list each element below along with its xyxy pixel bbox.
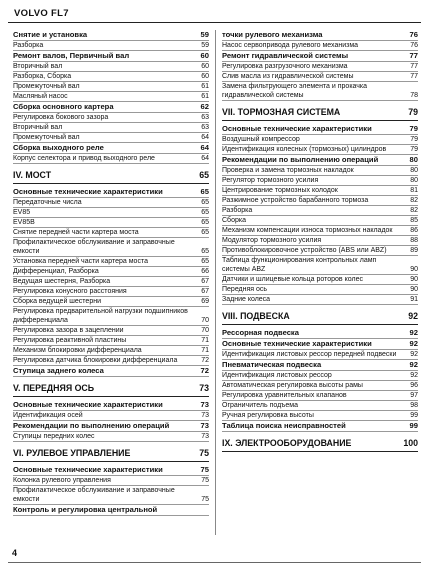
toc-page-number: 62 xyxy=(200,102,209,111)
toc-entry-title: Промежуточный вал xyxy=(13,134,80,141)
toc-entry xyxy=(222,41,418,51)
toc-entry-title: VIII. ПОДВЕСКА xyxy=(222,311,290,321)
toc-entry xyxy=(13,198,209,208)
toc-entry-title: Задние колеса xyxy=(222,296,271,303)
toc-page-number: 92 xyxy=(410,372,418,379)
toc-page-number: 92 xyxy=(409,360,418,369)
toc-entry-title: Сборка xyxy=(222,217,246,224)
toc-entry xyxy=(222,246,418,256)
toc-entry-title: Механизм блокировки дифференциала xyxy=(13,347,142,354)
toc-page-number: 82 xyxy=(410,207,418,214)
toc-section-entry xyxy=(13,30,209,41)
toc-entry xyxy=(222,275,418,285)
toc-entry-title: IV. МОСТ xyxy=(13,170,52,180)
toc-section-entry xyxy=(13,421,209,432)
toc-entry xyxy=(222,295,418,305)
toc-entry-title: Промежуточный вал xyxy=(13,83,80,90)
toc-entry-title: Вторичный вал xyxy=(13,63,63,70)
toc-entry-title: Снятие и установка xyxy=(13,30,88,39)
toc-entry xyxy=(13,432,209,442)
toc-section-entry xyxy=(13,51,209,62)
toc-entry xyxy=(13,154,209,164)
toc-entry xyxy=(222,256,418,275)
toc-entry-title: V. ПЕРЕДНЯЯ ОСЬ xyxy=(13,383,95,393)
toc-page-number: 79 xyxy=(409,124,418,133)
toc-page-number: 60 xyxy=(201,63,209,70)
toc-section-entry xyxy=(13,505,209,516)
toc-section-entry xyxy=(222,360,418,371)
toc-entry-title: Ремонт гидравлической системы xyxy=(222,51,349,60)
toc-entry-title: EV85B xyxy=(13,219,35,226)
toc-entry xyxy=(222,391,418,401)
toc-section-entry xyxy=(13,366,209,377)
toc-entry-title: Дифференциал, Разборка xyxy=(13,268,99,275)
toc-entry-title: Регулировка реактивной пластины xyxy=(13,337,127,344)
toc-left-column xyxy=(13,30,209,516)
toc-section-entry xyxy=(13,143,209,154)
toc-entry-title: Регулировка уравнительных клапанов xyxy=(222,392,347,399)
toc-entry xyxy=(222,206,418,216)
toc-entry xyxy=(13,72,209,82)
toc-entry-title: Регулировка бокового зазора xyxy=(13,114,109,121)
toc-section-entry xyxy=(222,124,418,135)
toc-entry-title: Ступицы передних колес xyxy=(13,433,95,440)
toc-entry xyxy=(222,72,418,82)
toc-page-number: 66 xyxy=(201,268,209,275)
toc-right-column xyxy=(222,30,418,455)
toc-entry-title: Сборка основного картера xyxy=(13,102,114,111)
toc-page-number: 79 xyxy=(410,136,418,143)
toc-page-number: 75 xyxy=(201,477,209,484)
toc-entry-title: Снятие передней части картера моста xyxy=(13,229,139,236)
toc-page-number: 61 xyxy=(201,93,209,100)
toc-page-number: 80 xyxy=(410,177,418,184)
toc-page-number: 73 xyxy=(200,421,209,430)
toc-page-number: 90 xyxy=(410,266,418,273)
toc-page-number: 80 xyxy=(409,155,418,164)
toc-entry-title: Ступица заднего колеса xyxy=(13,366,104,375)
toc-entry-title: Регулировка зазора в зацеплении xyxy=(13,327,124,334)
toc-page-number: 69 xyxy=(201,298,209,305)
toc-page-number: 90 xyxy=(410,276,418,283)
toc-page-number: 86 xyxy=(410,227,418,234)
toc-section-entry xyxy=(13,187,209,198)
toc-page-number: 81 xyxy=(410,187,418,194)
toc-entry-title: Рекомендации по выполнению операций xyxy=(13,421,170,430)
toc-page-number: 92 xyxy=(408,311,418,321)
toc-page-number: 59 xyxy=(201,42,209,49)
toc-page-number: 73 xyxy=(201,433,209,440)
toc-entry-title: Основные технические характеристики xyxy=(13,400,163,409)
toc-page-number: 98 xyxy=(410,402,418,409)
toc-entry xyxy=(13,208,209,218)
toc-entry xyxy=(13,346,209,356)
toc-page-number: 97 xyxy=(410,392,418,399)
toc-entry-title: Ручная регулировка высоты xyxy=(222,412,314,419)
toc-entry-title: Вторичный вал xyxy=(13,124,63,131)
toc-entry-title: Пневматическая подвеска xyxy=(222,360,322,369)
toc-entry-title: Передняя ось xyxy=(222,286,268,293)
toc-chapter-heading xyxy=(222,437,418,452)
toc-entry-title: Таблица поиска неисправностей xyxy=(222,421,346,430)
toc-page-number: 75 xyxy=(199,448,209,458)
toc-entry-title: Регулировка разгрузочного механизма xyxy=(222,63,348,70)
toc-entry-title: Масляный насос xyxy=(13,93,68,100)
toc-entry-title: Насос сервопривода рулевого механизма xyxy=(222,42,359,49)
toc-entry-title: Идентификация осей xyxy=(13,412,83,419)
toc-entry xyxy=(222,62,418,72)
toc-page-number: 77 xyxy=(410,73,418,80)
toc-entry xyxy=(13,267,209,277)
toc-page-number: 91 xyxy=(410,296,418,303)
toc-page-number: 80 xyxy=(410,167,418,174)
toc-page-number: 73 xyxy=(201,412,209,419)
toc-entry xyxy=(222,411,418,421)
toc-section-entry xyxy=(222,339,418,350)
toc-page-number: 85 xyxy=(410,217,418,224)
toc-entry xyxy=(222,350,418,360)
toc-entry-title: Профилактическое обслуживание и заправочные емкости xyxy=(13,239,175,255)
toc-chapter-heading xyxy=(222,310,418,325)
toc-entry-title: Сборка ведущей шестерни xyxy=(13,298,101,305)
toc-page-number: 96 xyxy=(410,382,418,389)
toc-entry xyxy=(13,92,209,102)
toc-chapter-heading xyxy=(13,382,209,397)
toc-entry-title: Ремонт валов, Первичный вал xyxy=(13,51,130,60)
toc-page-number: 77 xyxy=(409,51,418,60)
toc-chapter-heading xyxy=(13,169,209,184)
toc-entry xyxy=(222,216,418,226)
toc-entry xyxy=(222,186,418,196)
toc-entry-title: Корпус селектора и привод выходного реле xyxy=(13,155,155,162)
toc-page-number: 61 xyxy=(201,83,209,90)
toc-entry-title: Передаточные числа xyxy=(13,199,82,206)
toc-entry xyxy=(222,236,418,246)
toc-entry xyxy=(13,277,209,287)
toc-entry-title: Разборка xyxy=(222,207,253,214)
page-title: VOLVO FL7 xyxy=(14,8,69,19)
toc-page-number: 71 xyxy=(201,347,209,354)
toc-page-number: 65 xyxy=(201,229,209,236)
toc-entry-title: Автоматическая регулировка высоты рамы xyxy=(222,382,363,389)
toc-entry-title: Ведущая шестерня, Разборка xyxy=(13,278,111,285)
toc-entry-title: Механизм компенсации износа тормозных накладок xyxy=(222,227,393,234)
toc-page-number: 99 xyxy=(410,412,418,419)
toc-page-number: 65 xyxy=(201,248,209,255)
toc-page-number: 71 xyxy=(201,337,209,344)
toc-entry xyxy=(222,166,418,176)
toc-entry xyxy=(13,238,209,257)
toc-entry xyxy=(222,196,418,206)
toc-entry xyxy=(222,381,418,391)
toc-page-number: 76 xyxy=(409,30,418,39)
toc-page-number: 78 xyxy=(410,92,418,99)
toc-entry-title: Сборка выходного реле xyxy=(13,143,104,152)
toc-entry-title: Основные технические характеристики xyxy=(222,124,372,133)
toc-entry-title: VI. РУЛЕВОЕ УПРАВЛЕНИЕ xyxy=(13,448,131,458)
toc-page-number: 64 xyxy=(201,155,209,162)
column-divider xyxy=(215,30,216,535)
toc-section-entry xyxy=(222,30,418,41)
toc-entry xyxy=(13,326,209,336)
toc-page-number: 73 xyxy=(200,400,209,409)
toc-entry-title: Регулировка датчика блокировки дифференциала xyxy=(13,357,178,364)
toc-page-number: 88 xyxy=(410,237,418,244)
toc-page-number: 77 xyxy=(410,63,418,70)
toc-page-number: 65 xyxy=(201,258,209,265)
toc-entry-title: Основные технические характеристики xyxy=(13,187,163,196)
toc-page-number: 75 xyxy=(200,465,209,474)
toc-page-number: 92 xyxy=(409,339,418,348)
toc-page-number: 82 xyxy=(410,197,418,204)
toc-entry xyxy=(222,82,418,101)
toc-page-number: 72 xyxy=(201,357,209,364)
toc-entry-title: Рессорная подвеска xyxy=(222,328,299,337)
toc-section-entry xyxy=(13,465,209,476)
toc-entry xyxy=(13,113,209,123)
toc-entry xyxy=(13,287,209,297)
toc-entry xyxy=(222,371,418,381)
toc-entry-title: Слив масла из гидравлической системы xyxy=(222,73,354,80)
toc-entry-title: Замена фильтрующего элемента и прокачка гидравлической системы xyxy=(222,83,368,99)
bottom-rule xyxy=(8,562,421,563)
toc-page-number: 89 xyxy=(410,247,418,254)
toc-page-number: 70 xyxy=(201,317,209,324)
toc-entry-title: IX. ЭЛЕКТРООБОРУДОВАНИЕ xyxy=(222,438,352,448)
toc-page-number: 90 xyxy=(410,286,418,293)
toc-entry xyxy=(13,257,209,267)
toc-entry-title: Воздушный компрессор xyxy=(222,136,300,143)
toc-entry xyxy=(13,476,209,486)
toc-entry-title: Разжимное устройство барабанного тормоза xyxy=(222,197,369,204)
toc-entry-title: Регулировка конусного расстояния xyxy=(13,288,127,295)
toc-page-number: 75 xyxy=(201,496,209,503)
toc-page-number: 65 xyxy=(201,219,209,226)
toc-entry-title: Контроль и регулировка центральной xyxy=(13,505,158,514)
toc-page-number: 64 xyxy=(200,143,209,152)
toc-entry xyxy=(13,297,209,307)
toc-entry xyxy=(13,356,209,366)
toc-entry-title: Проверка и замена тормозных накладок xyxy=(222,167,354,174)
toc-page-number: 73 xyxy=(199,383,209,393)
toc-page-number: 70 xyxy=(201,327,209,334)
toc-section-entry xyxy=(222,328,418,339)
toc-entry xyxy=(13,486,209,505)
toc-page-number: 64 xyxy=(201,134,209,141)
toc-entry xyxy=(13,411,209,421)
toc-entry-title: VII. ТОРМОЗНАЯ СИСТЕМА xyxy=(222,107,341,117)
toc-entry xyxy=(222,145,418,155)
toc-entry-title: Разборка, Сборка xyxy=(13,73,72,80)
toc-entry-title: Основные технические характеристики xyxy=(222,339,372,348)
toc-entry-title: Разборка xyxy=(13,42,44,49)
toc-section-entry xyxy=(222,421,418,432)
toc-page-number: 79 xyxy=(410,146,418,153)
toc-page-number: 79 xyxy=(408,107,418,117)
toc-page-number: 65 xyxy=(200,187,209,196)
toc-entry-title: Основные технические характеристики xyxy=(13,465,163,474)
toc-page-number: 67 xyxy=(201,288,209,295)
toc-page-number: 60 xyxy=(200,51,209,60)
page-number: 4 xyxy=(12,548,18,558)
toc-entry xyxy=(13,218,209,228)
toc-entry xyxy=(222,135,418,145)
toc-entry xyxy=(222,401,418,411)
toc-page-number: 99 xyxy=(409,421,418,430)
toc-page-number: 63 xyxy=(201,124,209,131)
toc-entry-title: точки рулевого механизма xyxy=(222,30,323,39)
toc-entry-title: Регулировка предварительной нагрузки подшипников дифференциала xyxy=(13,308,188,324)
toc-entry-title: Колонка рулевого управления xyxy=(13,477,111,484)
toc-page-number: 63 xyxy=(201,114,209,121)
toc-entry xyxy=(222,176,418,186)
toc-page-number: 67 xyxy=(201,278,209,285)
toc-entry-title: Профилактическое обслуживание и заправочные емкости xyxy=(13,487,175,503)
toc-entry xyxy=(13,82,209,92)
toc-chapter-heading xyxy=(222,106,418,121)
toc-entry xyxy=(222,285,418,295)
toc-entry-title: Идентификация листовых рессор xyxy=(222,372,332,379)
toc-entry-title: Регулятор тормозного усилия xyxy=(222,177,319,184)
toc-section-entry xyxy=(13,400,209,411)
toc-entry-title: Модулятор тормозного усилия xyxy=(222,237,322,244)
toc-entry xyxy=(13,307,209,326)
toc-page-number: 100 xyxy=(403,438,418,448)
toc-page-number: 92 xyxy=(409,328,418,337)
toc-section-entry xyxy=(222,155,418,166)
toc-section-entry xyxy=(222,51,418,62)
toc-page-number: 92 xyxy=(410,351,418,358)
toc-entry xyxy=(13,336,209,346)
toc-entry-title: Рекомендации по выполнению операций xyxy=(222,155,379,164)
toc-entry-title: EV85 xyxy=(13,209,31,216)
toc-entry xyxy=(13,133,209,143)
toc-entry-title: Противоблокировочное устройство (ABS или ABZ) xyxy=(222,247,387,254)
toc-entry-title: Идентификация листовых рессор передней подвески xyxy=(222,351,397,358)
toc-page-number: 59 xyxy=(200,30,209,39)
toc-entry xyxy=(13,123,209,133)
toc-page-number: 60 xyxy=(201,73,209,80)
toc-page-number: 65 xyxy=(201,199,209,206)
toc-page-number: 65 xyxy=(201,209,209,216)
toc-page-number: 76 xyxy=(410,42,418,49)
title-rule xyxy=(8,22,421,23)
toc-entry-title: Центрирование тормозных колодок xyxy=(222,187,338,194)
toc-chapter-heading xyxy=(13,447,209,462)
toc-entry xyxy=(222,226,418,236)
toc-entry-title: Идентификация колесных (тормозных) цилиндров xyxy=(222,146,387,153)
toc-page-number: 72 xyxy=(200,366,209,375)
toc-entry-title: Датчики и шлицевые кольца роторов колес xyxy=(222,276,363,283)
toc-entry xyxy=(13,41,209,51)
toc-entry-title: Ограничитель подъема xyxy=(222,402,299,409)
toc-entry-title: Установка передней части картера моста xyxy=(13,258,148,265)
toc-section-entry xyxy=(13,102,209,113)
toc-entry xyxy=(13,228,209,238)
toc-page-number: 65 xyxy=(199,170,209,180)
toc-entry xyxy=(13,62,209,72)
toc-entry-title: Таблица функционирования контрольных ламп системы ABZ xyxy=(222,257,377,273)
